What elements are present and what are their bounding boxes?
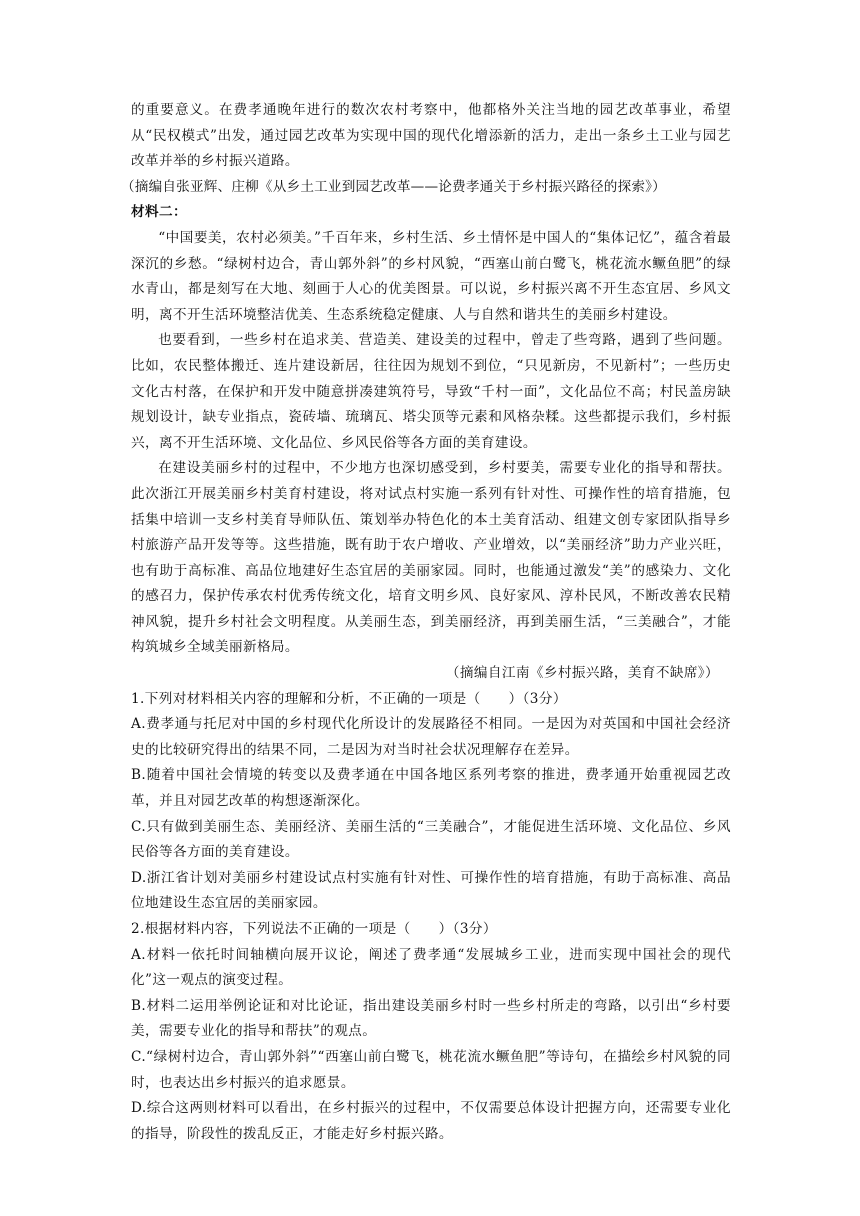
answer-option-d: D.浙江省计划对美丽乡村建设试点村实施有针对性、可操作性的培育措施，有助于高标准、高品位地建设生态宜居的美丽家园。 <box>131 869 731 912</box>
material2-paragraph: 也要看到，一些乡村在追求美、营造美、建设美的过程中，曾走了些弯路，遇到了些问题。比如，农民整体搬迁、连片建设新居，往往因为规划不到位，“只见新房，不见新村”；一些历史文化古村落，在保护和开发中随意拼凑建筑符号，导致“千村一面”，文化品位不高；村民盖房缺规划设计，缺专业指点，瓷砖墙、琉璃瓦、塔尖顶等元素和风格杂糅。这些都提示我们，乡村振兴，离不开生活环境、文化品位、乡风民俗等各方面的美育建设。 <box>131 332 731 451</box>
answer-option-a: A.费孝通与托尼对中国的乡村现代化所设计的发展路径不相同。一是因为对英国和中国社会经济史的比较研究得出的结果不同，二是因为对当时社会状况理解存在差异。 <box>131 716 731 758</box>
answer-option-c: C.只有做到美丽生态、美丽经济、美丽生活的“三美融合”，才能促进生活环境、文化品位、乡风民俗等各方面的美育建设。 <box>131 818 731 861</box>
answer-option-a: A.材料一依托时间轴横向展开议论，阐述了费孝通“发展城乡工业，进而实现中国社会的现代化”这一观点的演变过程。 <box>131 946 731 989</box>
reading-passage <box>121 98 731 1147</box>
question-stem: 2.根据材料内容，下列说法不正确的一项是（ ）（3分） <box>131 921 497 937</box>
material2-heading: 材料二： <box>131 204 187 221</box>
question-2 <box>131 917 731 1147</box>
answer-option-b: B.材料二运用举例论证和对比论证，指出建设美丽乡村时一些乡村所走的弯路，以引出“乡村要美，需要专业化的指导和帮扶”的观点。 <box>131 997 731 1040</box>
answer-option-d: D.综合这两则材料可以看出，在乡村振兴的过程中，不仅需要总体设计把握方向，还需要专业化的指导，阶段性的拨乱反正，才能走好乡村振兴路。 <box>131 1100 731 1142</box>
material1-tail-paragraph: 的重要意义。在费孝通晚年进行的数次农村考察中，他都格外关注当地的园艺改革事业，希望从“民权模式”出发，通过园艺改革为实现中国的现代化增添新的活力，走出一条乡土工业与园艺改革并举的乡村振兴道路。 <box>131 102 731 170</box>
source-citation-2: （摘编自江南《乡村振兴路，美育不缺席》） <box>445 665 719 682</box>
source-citation-1: （摘编自张亚辉、庄柳《从乡土工业到园艺改革——论费孝通关于乡村振兴路径的探索》） <box>121 178 666 195</box>
answer-option-b: B.随着中国社会情境的转变以及费孝通在中国各地区系列考察的推进，费孝通开始重视园艺改革，并且对园艺改革的构想逐渐深化。 <box>131 767 731 810</box>
question-stem: 1.下列对材料相关内容的理解和分析，不正确的一项是（ ）（3分） <box>131 690 567 707</box>
question-1 <box>131 687 731 917</box>
material2-paragraph: 在建设美丽乡村的过程中，不少地方也深切感受到，乡村要美，需要专业化的指导和帮扶。此次浙江开展美丽乡村美育村建设，将对试点村实施一系列有针对性、可操作性的培育措施，包括集中培训一支乡村美育导师队伍、策划举办特色化的本土美育活动、组建文创专家团队指导乡村旅游产品开发等等。这些措施，既有助于农户增收、产业增效，以“美丽经济”助力产业兴旺，也有助于高标准、高品位地建好生态宜居的美丽家园。同时，也能通过激发“美”的感染力、文化的感召力，保护传承农村优秀传统文化，培育文明乡风、良好家风、淳朴民风，不断改善农民精神风貌，提升乡村社会文明程度。从美丽生态，到美丽经济，再到美丽生活，“三美融合”，才能构筑城乡全域美丽新格局。 <box>131 460 731 656</box>
material2-paragraph: “中国要美，农村必须美。”千百年来，乡村生活、乡土情怀是中国人的“集体记忆”，蕴含着最深沉的乡愁。“绿树村边合，青山郭外斜”的乡村风貌，“西塞山前白鹭飞，桃花流水鳜鱼肥”的绿水青山，都是刻写在大地、刻画于人心的优美图景。可以说，乡村振兴离不开生态宜居、乡风文明，离不开生活环境整洁优美、生态系统稳定健康、人与自然和谐共生的美丽乡村建设。 <box>131 229 731 323</box>
answer-option-c: C.“绿树村边合，青山郭外斜”“西塞山前白鹭飞，桃花流水鳜鱼肥”等诗句，在描绘乡村风貌的同时，也表达出乡村振兴的追求愿景。 <box>131 1048 731 1091</box>
